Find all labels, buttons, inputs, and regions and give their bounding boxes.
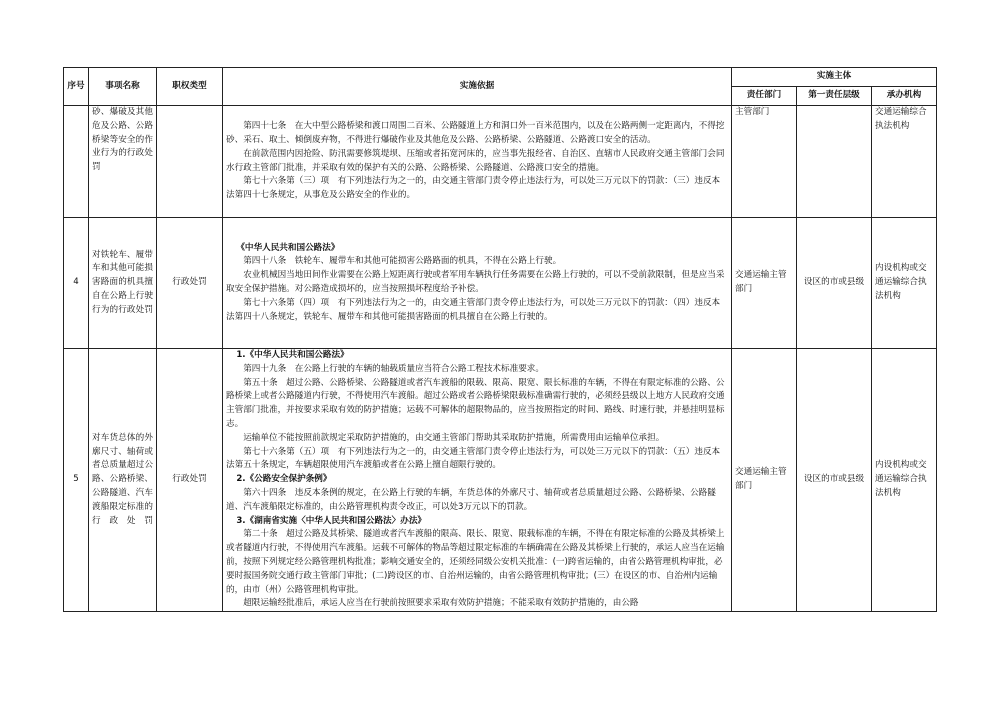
cell-org: 内设机构或交通运输综合执法机构	[872, 349, 937, 612]
law-article: 农业机械因当地田间作业需要在公路上短距离行驶或者军用车辆执行任务需要在公路上行驶的，可以不受前款限制，但是应当采取安全保护措施。对公路造成损坏的，应当按照损坏程度给予补偿。	[226, 270, 725, 294]
cell-level: 设区的市或县级	[797, 349, 872, 612]
law-article: 超限运输经批准后，承运人应当在行驶前按照要求采取有效防护措施；不能采取有效防护措施的，由公路	[243, 598, 639, 609]
cell-type	[157, 106, 223, 218]
law-article: 第四十九条 在公路上行驶的车辆的轴载质量应当符合公路工程技术标准要求。	[243, 363, 544, 374]
cell-seq: 4	[64, 218, 89, 349]
cell-type: 行政处罚	[157, 349, 223, 612]
cell-type: 行政处罚	[157, 218, 223, 349]
cell-level: 设区的市或县级	[797, 218, 872, 349]
law-article: 第四十七条 在大中型公路桥梁和渡口周围二百米、公路隧道上方和洞口外一百米范围内，以及在公路两侧一定距离内，不得挖砂、采石、取土、倾倒废弃物，不得进行爆破作业及其他危及公路、公路桥梁、公路隧道、公路渡口安全的活动。	[226, 121, 725, 145]
table-body	[64, 106, 937, 612]
law-article: 第七十六条第（五）项 有下列违法行为之一的，由交通主管部门责令停止违法行为，可以处三万元以下的罚款：（五）违反本法第五十条规定，车辆超限使用汽车渡船或者在公路上擅自超限行驶的。	[226, 446, 721, 471]
law-article: 在前款范围内因抢险、防汛需要修筑堤坝、压缩或者拓宽河床的，应当事先报经省、自治区、直辖市人民政府交通主管部门会同水行政主管部门批准，并采取有效的保护有关的公路、公路桥梁、公路隧道、公路渡口安全的措施。	[226, 148, 725, 173]
table-row	[64, 218, 937, 349]
enforcement-table	[63, 67, 937, 612]
cell-dept: 交通运输主管部门	[732, 349, 797, 612]
cell-name: 对铁轮车、履带车和其他可能损害路面的机具擅自在公路上行驶行为的行政处罚	[89, 218, 157, 349]
law-article: 运输单位不能按照前款规定采取防护措施的，由交通主管部门帮助其采取防护措施，所需费用由运输单位承担。	[243, 432, 665, 443]
law-title: 3.《湖南省实施〈中华人民共和国公路法〉办法》	[236, 515, 427, 526]
header-level: 第一责任层级	[797, 87, 872, 106]
law-article: 第五十条 超过公路、公路桥梁、公路隧道或者汽车渡船的限载、限高、限宽、限长标准的车辆，不得在有限定标准的公路、公路桥梁上或者公路隧道内行驶，不得使用汽车渡船。超过公路或者公路桥梁限载标准确需行驶的，必须经县级以上地方人民政府交通主管部门批准，并按要求采取有效的防护措施；运载不可解体的超限物品的，应当按照指定的时间、路线、时速行驶，并悬挂明显标志。	[226, 377, 725, 429]
header-dept: 责任部门	[732, 87, 797, 106]
law-title: 2.《公路安全保护条例》	[236, 474, 332, 485]
table-row	[64, 349, 937, 612]
table-row	[64, 106, 937, 218]
cell-name: 砂、爆破及其他危及公路、公路桥梁等安全的作业行为的行政处罚	[89, 106, 157, 218]
cell-basis	[223, 106, 732, 218]
cell-seq	[64, 106, 89, 218]
law-article: 第七十六条第（三）项 有下列违法行为之一的，由交通主管部门责令停止违法行为，可以处三万元以下的罚款：（三）违反本法第四十七条规定，从事危及公路安全的作业的。	[226, 176, 721, 201]
cell-dept: 主管部门	[732, 106, 797, 218]
header-type: 职权类型	[157, 68, 223, 106]
cell-level	[797, 106, 872, 218]
cell-basis	[223, 218, 732, 349]
header-seq: 序号	[64, 68, 89, 106]
cell-seq: 5	[64, 349, 89, 612]
law-title: 《中华人民共和国公路法》	[236, 242, 340, 253]
cell-dept: 交通运输主管部门	[732, 218, 797, 349]
law-article: 第七十六条第（四）项 有下列违法行为之一的，由交通主管部门责令停止违法行为，可以处三万元以下的罚款：（四）违反本法第四十八条规定，铁轮车、履带车和其他可能损害路面的机具擅自在公路上行驶的。	[226, 297, 721, 322]
cell-org: 内设机构或交通运输综合执法机构	[872, 218, 937, 349]
cell-org: 交通运输综合执法机构	[872, 106, 937, 218]
cell-basis	[223, 349, 732, 612]
law-article: 第四十八条 铁轮车、履带车和其他可能损害公路路面的机具，不得在公路上行驶。	[243, 256, 562, 267]
law-title: 1.《中华人民共和国公路法》	[236, 350, 349, 360]
header-org: 承办机构	[872, 87, 937, 106]
law-article: 第六十四条 违反本条例的规定，在公路上行驶的车辆，车货总体的外廓尺寸、轴荷或者总质量超过公路、公路桥梁、公路隧道、汽车渡船限定标准的，由公路管理机构责令改正，可以处3万元以下的罚款。	[226, 487, 716, 512]
header-name: 事项名称	[89, 68, 157, 106]
header-subject: 实施主体	[732, 68, 937, 87]
law-article: 第二十条 超过公路及其桥梁、隧道或者汽车渡船的限高、限长、限宽、限载标准的车辆，不得在有限定标准的公路及其桥梁上或者隧道内行驶，不得使用汽车渡船。运载不可解体的物品等超过限定标准的车辆确需在公路及其桥梁上行驶的，承运人应当在运输前，按照下列规定经公路管理机构批准；影响交通安全的，还须经同级公安机关批准：(一)跨省运输的，由省公路管理机构审批，必要时报国务院交通行政主管部门审批；(二)跨设区的市、自治州运输的，由省公路管理机构审批；(三）在设区的市、自治州内运输的，由市（州）公路管理机构审批。	[226, 529, 725, 595]
cell-name: 对车货总体的外廓尺寸、轴荷或者总质量超过公路、公路桥梁、公路隧道、汽车渡船限定标准的行政处罚	[89, 349, 157, 612]
header-basis: 实施依据	[223, 68, 732, 106]
